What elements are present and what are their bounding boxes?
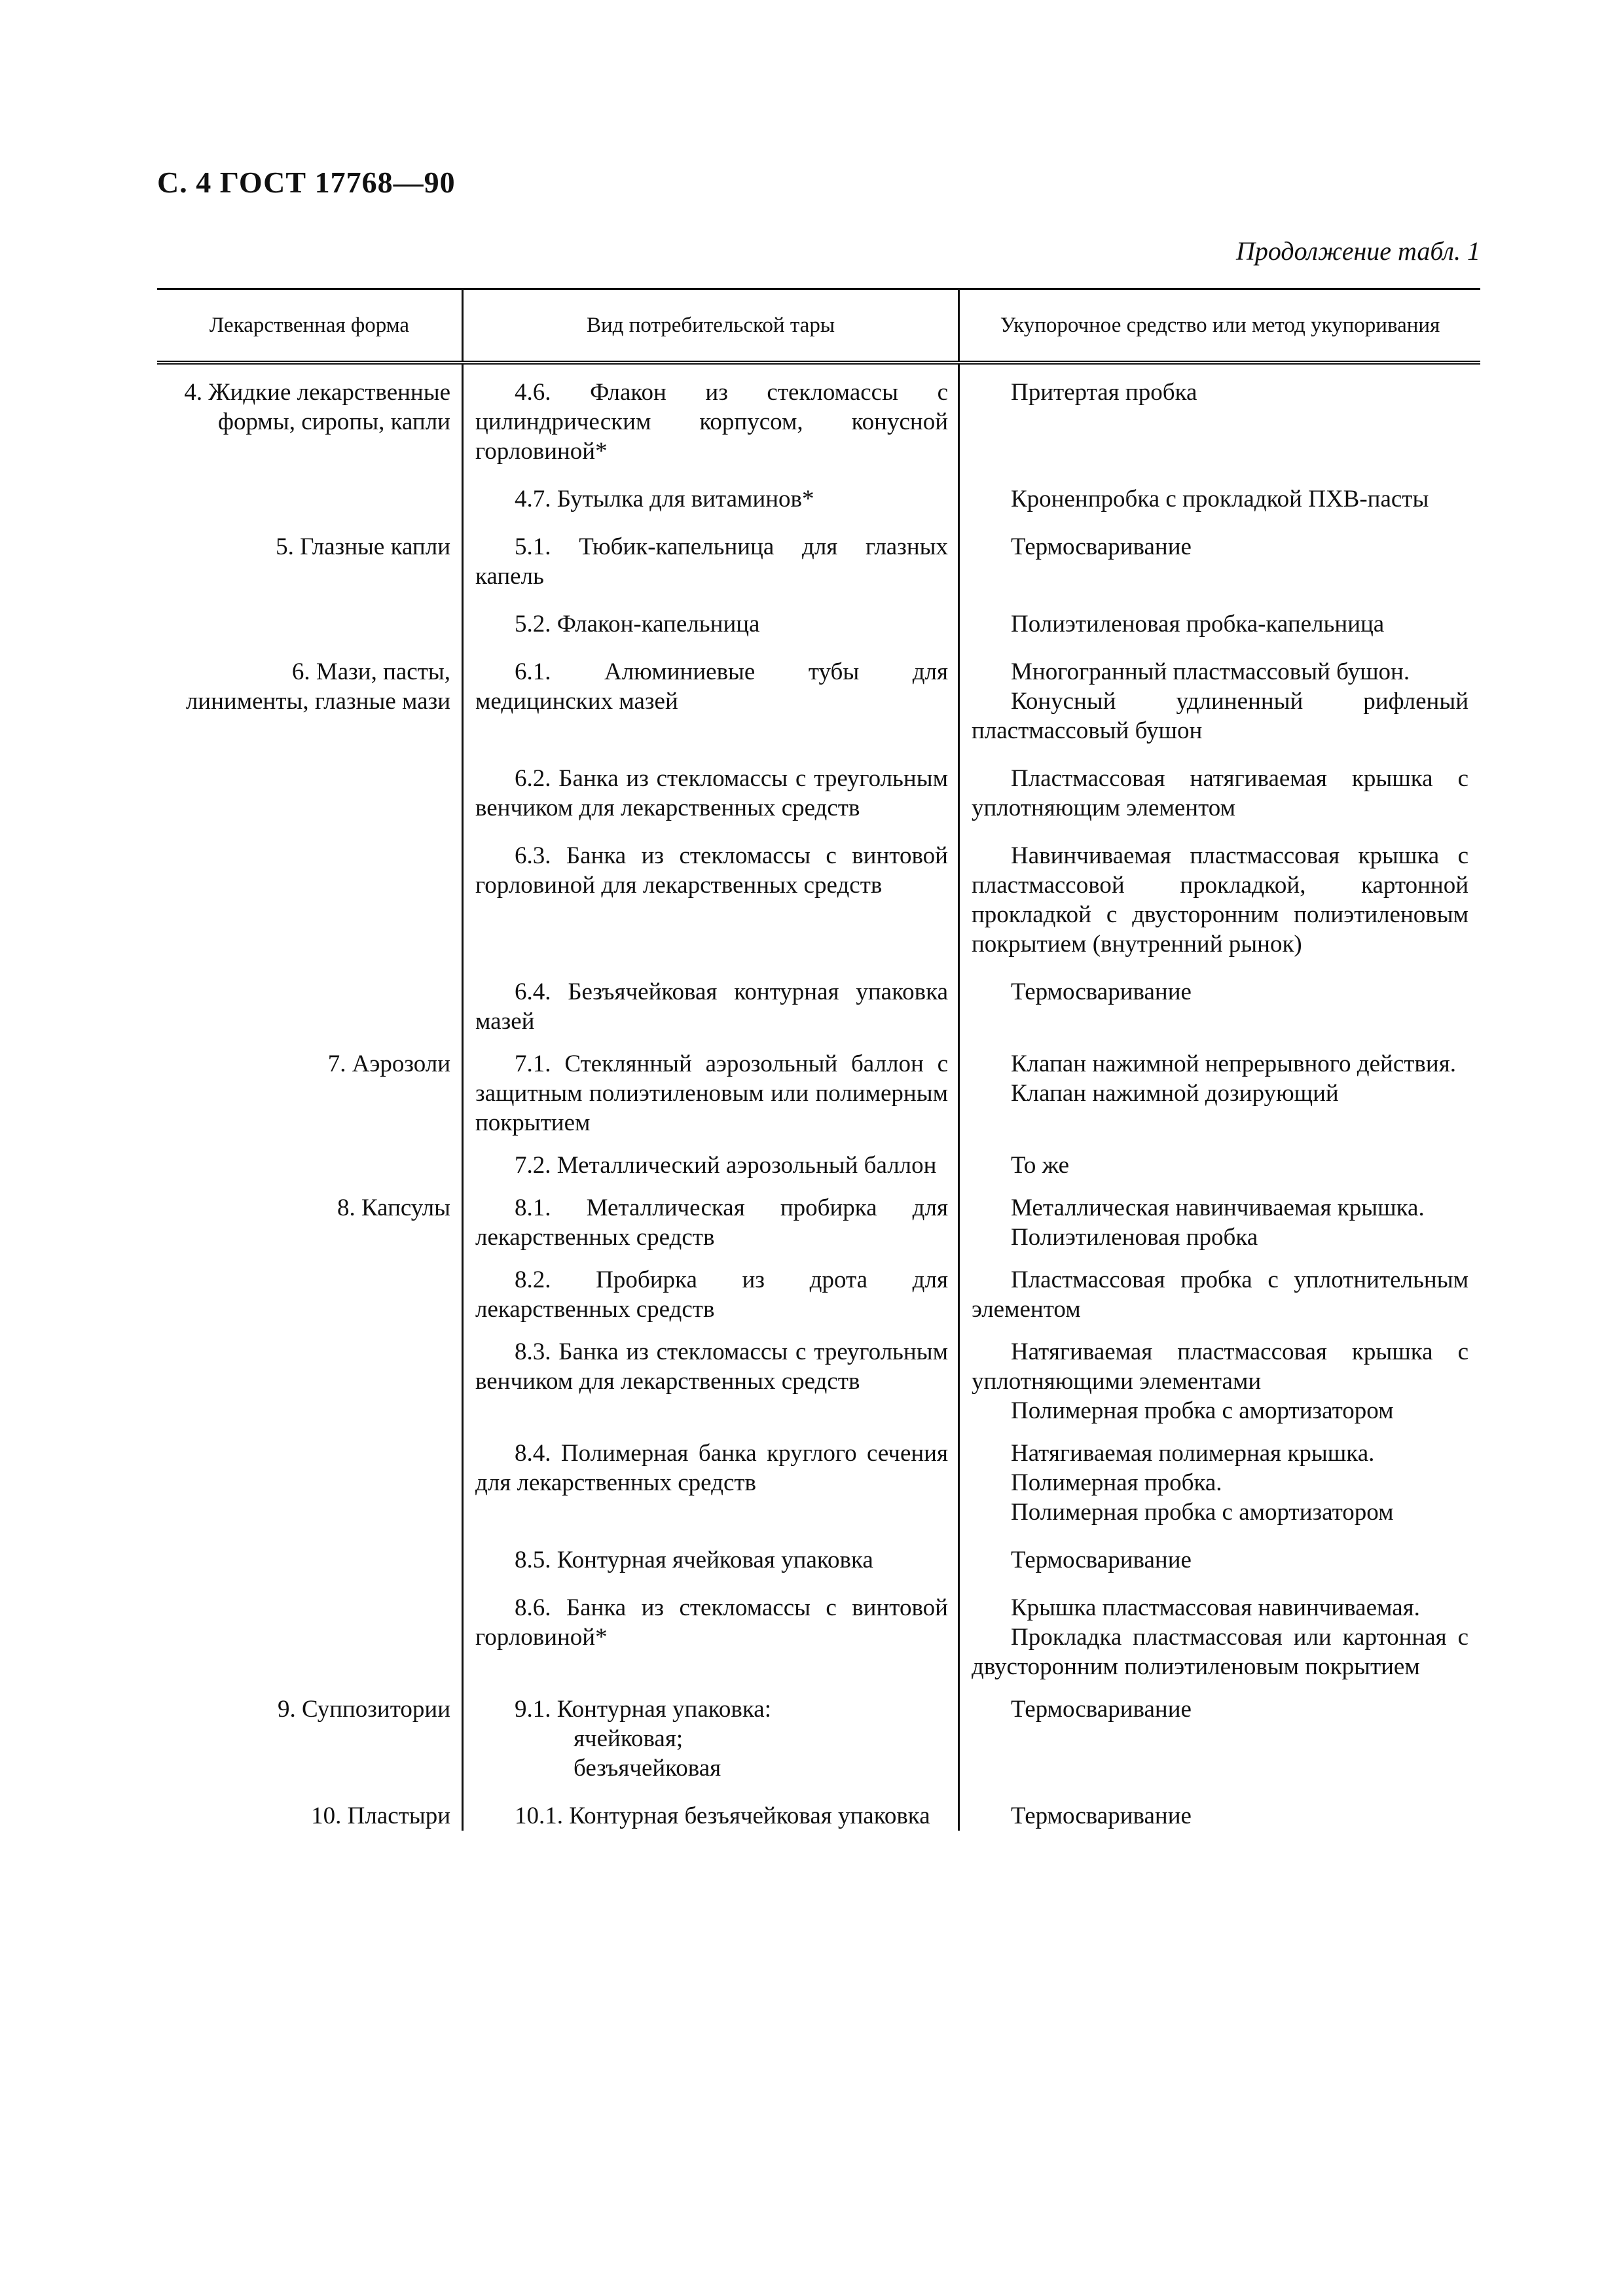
cell-dosage-form	[157, 1337, 464, 1426]
cell-container-type	[464, 609, 960, 639]
table-header-row	[157, 288, 1480, 365]
cell-container-type	[464, 1265, 960, 1324]
container-text: 6.2. Банка из стекломассы с треугольным венчиком для лекарственных средств	[475, 765, 948, 821]
closure-text: Кроненпробка с прокладкой ПХВ-пасты	[1011, 486, 1429, 512]
cell-closure-method	[960, 1593, 1480, 1681]
cell-dosage-form: 7. Аэрозоли	[327, 1050, 450, 1077]
container-text: 10.1. Контурная безъячейковая упаковка	[515, 1803, 930, 1829]
cell-dosage-form	[157, 764, 464, 823]
table-row	[157, 1575, 1480, 1681]
cell-closure-method	[960, 1545, 1480, 1575]
cell-dosage-form	[157, 1265, 464, 1324]
closure-text: Пластмассовая натягиваемая крышка с уплотняющим элементом	[972, 765, 1468, 821]
table-row	[157, 591, 1480, 639]
cell-container-type	[464, 841, 960, 959]
container-text: 8.1. Металлическая пробирка для лекарственных средств	[475, 1194, 948, 1251]
closure-text: Термосваривание	[1011, 533, 1192, 560]
table-row	[157, 1527, 1480, 1575]
container-text: 8.5. Контурная ячейковая упаковка	[515, 1547, 873, 1573]
cell-dosage-form: 5. Глазные капли	[276, 533, 450, 560]
cell-closure-method	[960, 609, 1480, 639]
table-row	[157, 823, 1480, 959]
cell-closure-method	[960, 1265, 1480, 1324]
table-row	[157, 1783, 1480, 1831]
cell-dosage-form: 6. Мази, пасты, линименты, глазные мази	[185, 658, 450, 715]
closure-text: Термосваривание	[1011, 1696, 1192, 1723]
table-row	[157, 745, 1480, 823]
closure-text: Полимерная пробка.	[1011, 1469, 1222, 1496]
container-text: 8.6. Банка из стекломассы с винтовой горловиной*	[475, 1594, 948, 1651]
closure-text: Многогранный пластмассовый бушон.	[1011, 658, 1410, 685]
cell-closure-method	[960, 841, 1480, 959]
closure-text: Полиэтиленовая пробка	[1011, 1224, 1258, 1251]
closure-text: Крышка пластмассовая навинчиваемая.	[1011, 1594, 1420, 1621]
cell-container-type	[464, 378, 960, 466]
cell-dosage-form	[157, 484, 464, 514]
closure-text: Термосваривание	[1011, 1803, 1192, 1829]
closure-text: Конусный удлиненный рифленый пластмассовый бушон	[972, 688, 1468, 744]
closure-text: Прокладка пластмассовая или картонная с двусторонним полиэтиленовым покрытием	[972, 1624, 1468, 1680]
column-header-closure: Укупорочное средство или метод укупоривания	[1000, 314, 1440, 337]
cell-closure-method	[960, 1801, 1480, 1831]
container-text: 6.4. Безъячейковая контурная упаковка мазей	[475, 978, 948, 1035]
container-text: 8.3. Банка из стекломассы с треугольным венчиком для лекарственных средств	[475, 1338, 948, 1395]
closure-text: Клапан нажимной дозирующий	[1011, 1080, 1339, 1107]
table-row	[157, 1426, 1480, 1527]
cell-closure-method	[960, 1337, 1480, 1426]
cell-closure-method	[960, 657, 1480, 745]
packaging-table	[157, 288, 1480, 1831]
closure-text: Полиэтиленовая пробка-капельница	[1011, 611, 1385, 637]
cell-closure-method	[960, 1049, 1480, 1138]
cell-dosage-form: 4. Жидкие лекарственные формы, сиропы, капли	[184, 379, 450, 435]
closure-text: Пластмассовая пробка с уплотнительным элементом	[972, 1266, 1468, 1323]
container-subitem: безъячейковая	[574, 1755, 721, 1782]
table-row	[157, 1138, 1480, 1180]
cell-container-type	[464, 1801, 960, 1831]
closure-text: Металлическая навинчиваемая крышка.	[1011, 1194, 1425, 1221]
container-text: 4.6. Флакон из стекломассы с цилиндрическим корпусом, конусной горловиной*	[475, 379, 948, 465]
table-row	[157, 1324, 1480, 1426]
closure-text: Натягиваемая полимерная крышка.	[1011, 1440, 1375, 1467]
container-text: 6.1. Алюминиевые тубы для медицинских мазей	[475, 658, 948, 715]
table-row	[157, 1180, 1480, 1252]
cell-dosage-form	[157, 1545, 464, 1575]
cell-dosage-form	[157, 977, 464, 1036]
cell-closure-method	[960, 378, 1480, 466]
closure-text: То же	[1011, 1152, 1070, 1179]
table-row	[157, 1036, 1480, 1138]
cell-container-type	[464, 1193, 960, 1252]
cell-container-type	[464, 1439, 960, 1527]
cell-container-type	[464, 1337, 960, 1426]
container-text: 8.4. Полимерная банка круглого сечения для лекарственных средств	[475, 1440, 948, 1496]
closure-text: Полимерная пробка с амортизатором	[1011, 1397, 1394, 1424]
closure-text: Клапан нажимной непрерывного действия.	[1011, 1050, 1456, 1077]
cell-closure-method	[960, 977, 1480, 1036]
cell-container-type	[464, 764, 960, 823]
cell-closure-method	[960, 1151, 1480, 1180]
container-text: 6.3. Банка из стекломассы с винтовой горловиной для лекарственных средств	[475, 842, 948, 899]
column-header-form: Лекарственная форма	[157, 290, 464, 361]
container-text: 8.2. Пробирка из дрота для лекарственных средств	[475, 1266, 948, 1323]
column-header-container: Вид потребительской тары	[464, 290, 960, 361]
cell-dosage-form	[157, 609, 464, 639]
table-row	[157, 514, 1480, 591]
cell-container-type	[464, 1151, 960, 1180]
container-text: 9.1. Контурная упаковка:	[515, 1696, 771, 1723]
cell-container-type	[464, 1545, 960, 1575]
cell-dosage-form: 9. Суппозитории	[277, 1696, 450, 1723]
cell-container-type	[464, 1695, 960, 1783]
table-continuation-label: Продолжение табл. 1	[1235, 236, 1480, 266]
container-subitem: ячейковая;	[574, 1725, 684, 1752]
cell-closure-method	[960, 532, 1480, 591]
page-header: С. 4 ГОСТ 17768—90	[157, 166, 456, 199]
table-row	[157, 1681, 1480, 1783]
container-text: 5.2. Флакон-капельница	[515, 611, 760, 637]
table-row	[157, 365, 1480, 466]
cell-dosage-form	[157, 841, 464, 959]
cell-dosage-form	[157, 1151, 464, 1180]
closure-text: Полимерная пробка с амортизатором	[1011, 1499, 1394, 1526]
cell-dosage-form: 10. Пластыри	[311, 1803, 450, 1829]
container-text: 7.2. Металлический аэрозольный баллон	[515, 1152, 937, 1179]
closure-text: Термосваривание	[1011, 978, 1192, 1005]
column-divider	[462, 365, 464, 1831]
cell-container-type	[464, 977, 960, 1036]
table-row	[157, 466, 1480, 514]
table-row	[157, 1252, 1480, 1324]
table-row	[157, 639, 1480, 745]
closure-text: Натягиваемая пластмассовая крышка с уплотняющими элементами	[972, 1338, 1468, 1395]
cell-container-type	[464, 1593, 960, 1681]
cell-dosage-form	[157, 1439, 464, 1527]
closure-text: Термосваривание	[1011, 1547, 1192, 1573]
table-body	[157, 365, 1480, 1831]
cell-closure-method	[960, 1193, 1480, 1252]
cell-container-type	[464, 532, 960, 591]
container-text: 5.1. Тюбик-капельница для глазных капель	[475, 533, 948, 590]
container-text: 7.1. Стеклянный аэрозольный баллон с защитным полиэтиленовым или полимерным покрытием	[475, 1050, 948, 1136]
closure-text: Притертая пробка	[1011, 379, 1197, 406]
cell-closure-method	[960, 1439, 1480, 1527]
cell-container-type	[464, 657, 960, 745]
cell-closure-method	[960, 484, 1480, 514]
cell-closure-method	[960, 764, 1480, 823]
container-text: 4.7. Бутылка для витаминов*	[515, 486, 814, 512]
cell-container-type	[464, 1049, 960, 1138]
closure-text: Навинчиваемая пластмассовая крышка с пластмассовой прокладкой, картонной прокладкой с двусторонним полиэтиленовым покрытием (внутренний рынок)	[972, 842, 1468, 958]
table-row	[157, 959, 1480, 1036]
column-divider	[958, 365, 960, 1831]
cell-dosage-form	[157, 1593, 464, 1681]
cell-dosage-form: 8. Капсулы	[337, 1194, 450, 1221]
cell-closure-method	[960, 1695, 1480, 1783]
cell-container-type	[464, 484, 960, 514]
